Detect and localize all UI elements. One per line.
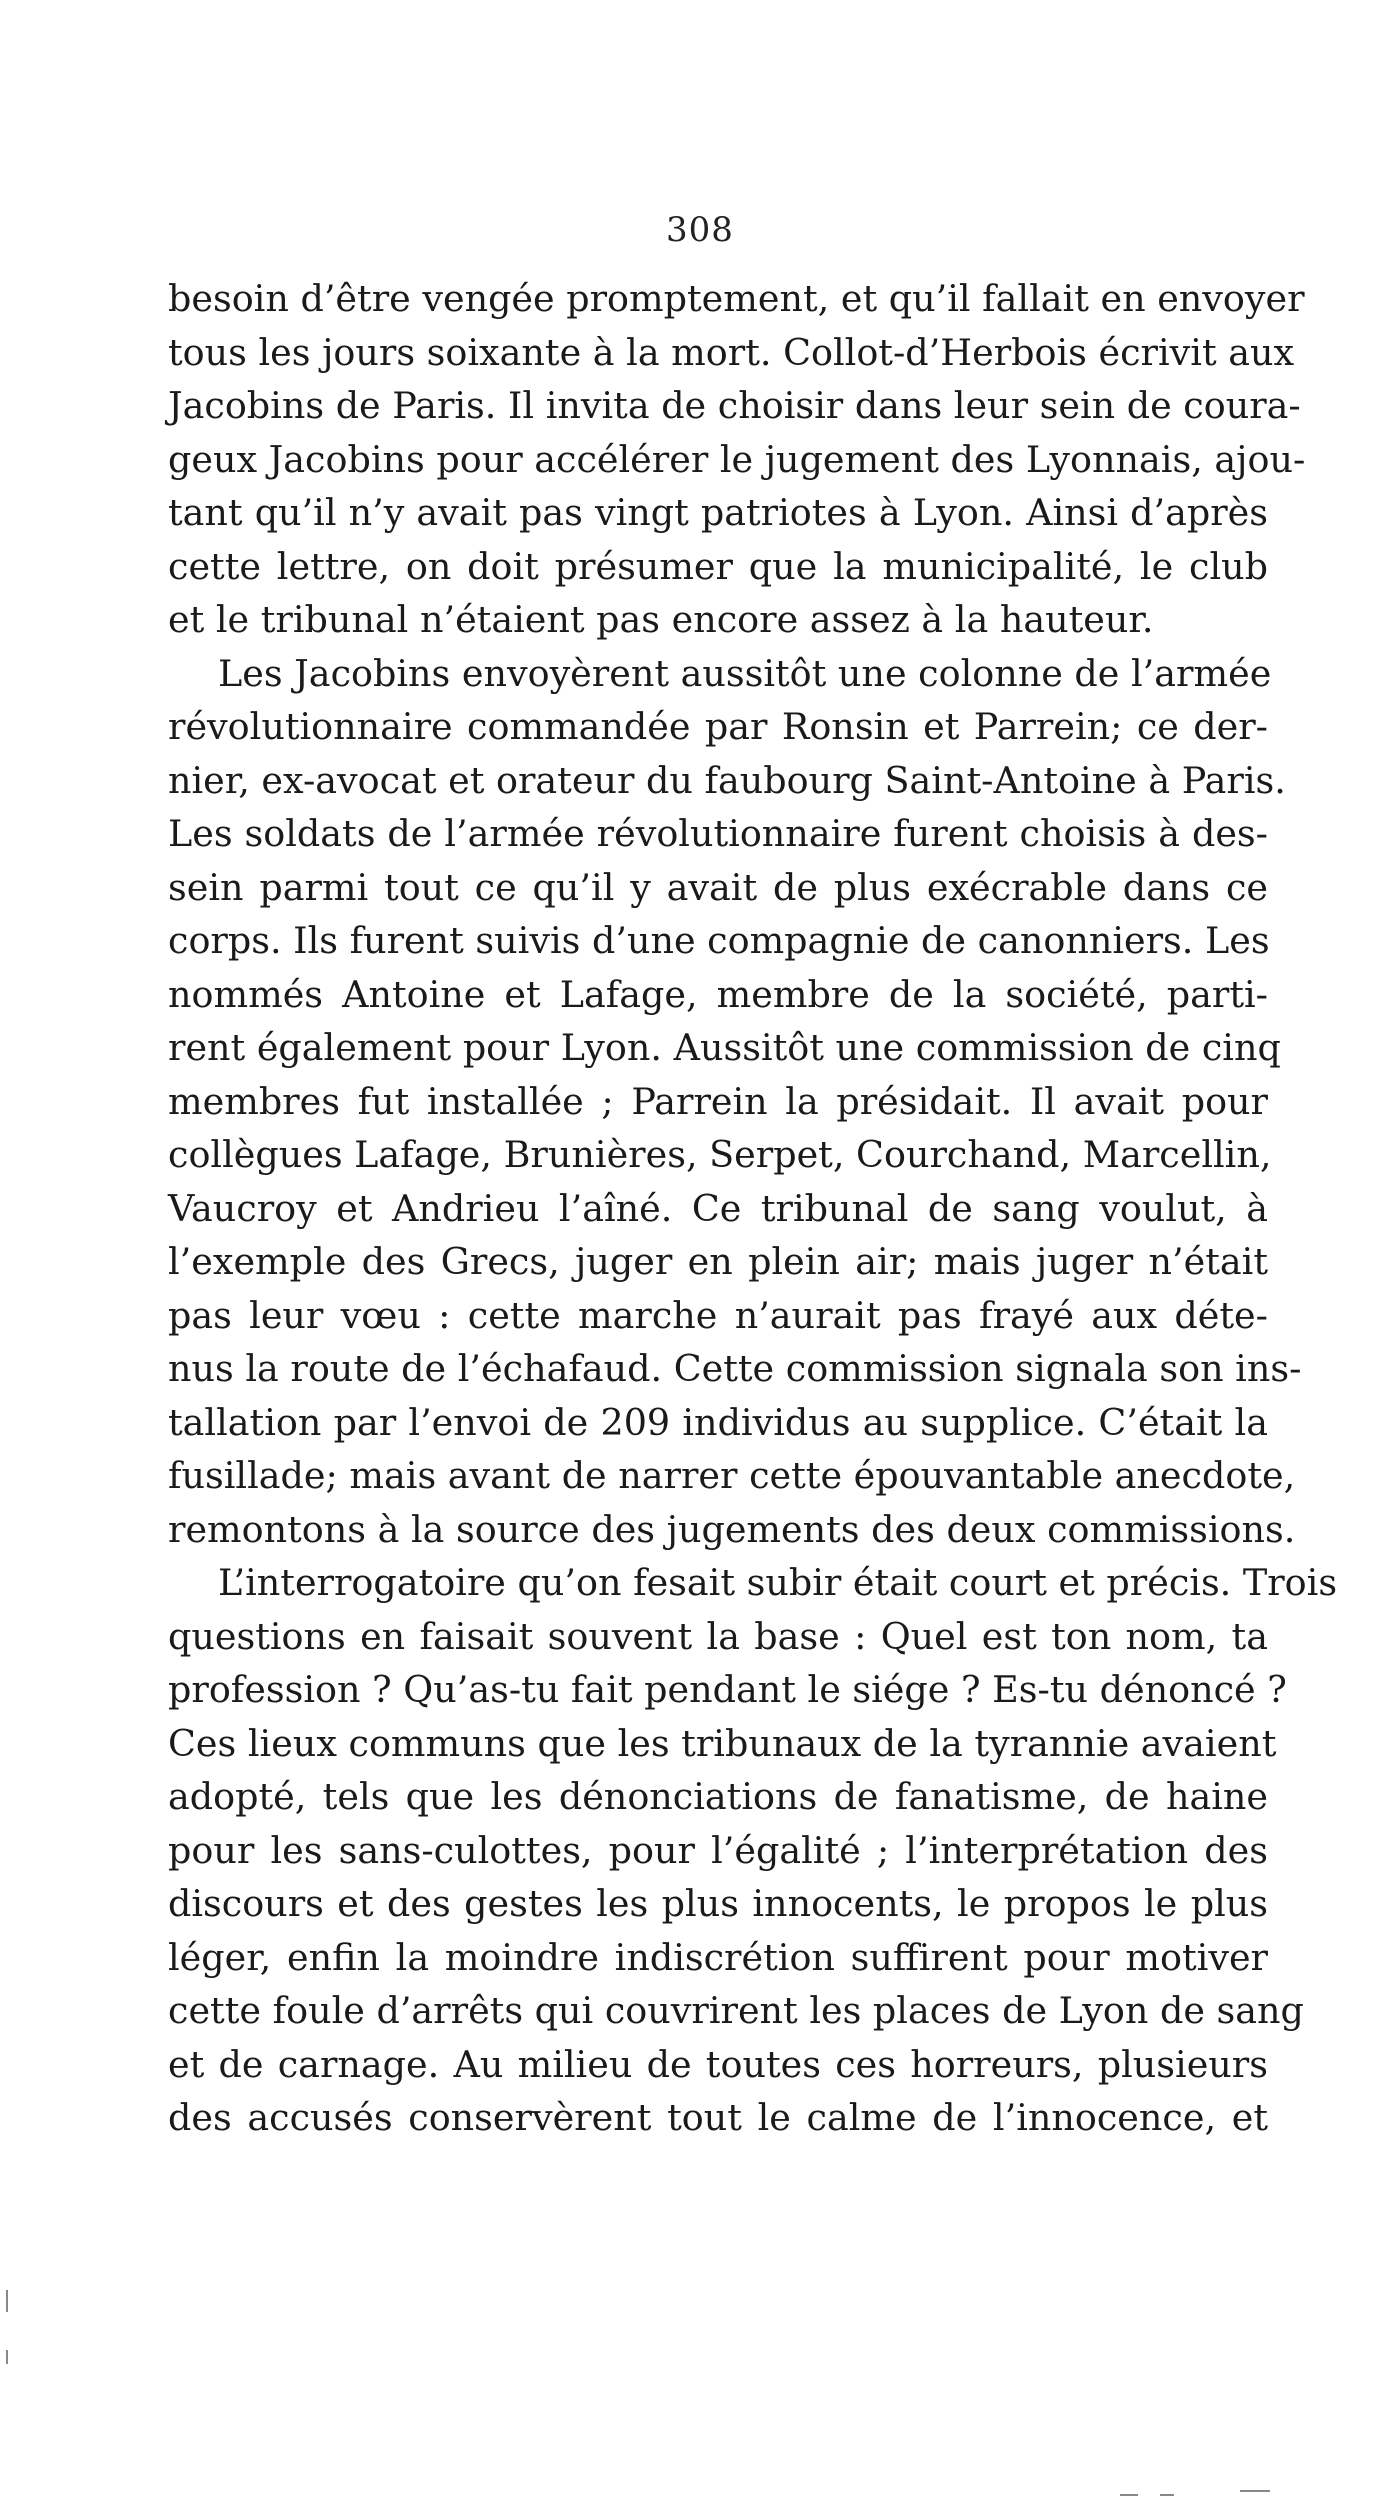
text-line: pour les sans-culottes, pour l’égalité ; l’interprétation des [168, 1828, 1268, 1872]
text-line: discours et des gestes les plus innocents, le propos le plus [168, 1882, 1268, 1925]
text-line: questions en faisait souvent la base : Quel est ton nom, ta [168, 1614, 1268, 1658]
text-line: Vaucroy et Andrieu l’aîné. Ce tribunal de sang voulut, à [168, 1186, 1268, 1230]
text-line: pas leur vœu : cette marche n’aurait pas frayé aux déte- [168, 1293, 1268, 1337]
text-line: et le tribunal n’étaient pas encore assez à la hauteur. [168, 598, 1154, 641]
scan-mark [6, 2290, 8, 2312]
text-line: adopté, tels que les dénonciations de fanatisme, de haine [168, 1775, 1268, 1818]
paragraph [168, 647, 1302, 1557]
text-line: geux Jacobins pour accélérer le jugement des Lyonnais, ajou- [168, 437, 1306, 481]
text-line: tant qu’il n’y avait pas vingt patriotes à Lyon. Ainsi d’après [168, 491, 1268, 534]
text-line: cette lettre, on doit présumer que la municipalité, le club [168, 544, 1268, 588]
text-line: tous les jours soixante à la mort. Collot-d’Herbois écrivit aux [168, 330, 1295, 374]
text-line: L’interrogatoire qu’on fesait subir était court et précis. Trois [218, 1561, 1338, 1604]
text-line: nier, ex-avocat et orateur du faubourg Saint-Antoine à Paris. [168, 758, 1286, 802]
text-line: remontons à la source des jugements des deux commissions. [168, 1507, 1296, 1551]
text-line: des accusés conservèrent tout le calme de l’innocence, et [168, 2096, 1268, 2139]
scan-mark [6, 2350, 8, 2364]
scan-mark [1120, 2494, 1138, 2496]
text-line: besoin d’être vengée promptement, et qu’il fallait en envoyer [168, 277, 1305, 320]
text-line: et de carnage. Au milieu de toutes ces horreurs, plusieurs [168, 2042, 1268, 2086]
text-line: corps. Ils furent suivis d’une compagnie de canonniers. Les [168, 919, 1270, 962]
text-line: cette foule d’arrêts qui couvrirent les places de Lyon de sang [168, 1989, 1304, 2032]
paragraph [168, 272, 1306, 647]
text-line: l’exemple des Grecs, juger en plein air; mais juger n’était [168, 1240, 1268, 1283]
text-line: sein parmi tout ce qu’il y avait de plus exécrable dans ce [168, 865, 1268, 909]
text-line: Ces lieux communs que les tribunaux de la tyrannie avaient [168, 1721, 1277, 1765]
text-line: léger, enfin la moindre indiscrétion suffirent pour motiver [168, 1935, 1268, 1979]
text-line: Les soldats de l’armée révolutionnaire furent choisis à des- [168, 812, 1268, 855]
page-number: 308 [666, 210, 734, 250]
text-line: rent également pour Lyon. Aussitôt une commission de cinq [168, 1026, 1281, 1069]
body-text [168, 272, 1338, 2145]
text-line: révolutionnaire commandée par Ronsin et Parrein; ce der- [168, 705, 1268, 748]
text-line: Jacobins de Paris. Il invita de choisir dans leur sein de coura- [168, 384, 1301, 427]
text-line: collègues Lafage, Brunières, Serpet, Courchand, Marcellin, [168, 1133, 1272, 1176]
text-line: membres fut installée ; Parrein la présidait. Il avait pour [168, 1079, 1268, 1123]
text-line: nus la route de l’échafaud. Cette commission signala son ins- [168, 1347, 1302, 1390]
text-line: Les Jacobins envoyèrent aussitôt une colonne de l’armée [218, 651, 1272, 695]
text-line: profession ? Qu’as-tu fait pendant le siége ? Es-tu dénoncé ? [168, 1668, 1287, 1711]
scan-mark [1160, 2494, 1174, 2496]
text-line: tallation par l’envoi de 209 individus au supplice. C’était la [168, 1400, 1268, 1444]
text-line: fusillade; mais avant de narrer cette épouvantable anecdote, [168, 1454, 1296, 1497]
paragraph [168, 1556, 1338, 2145]
text-line: nommés Antoine et Lafage, membre de la société, parti- [168, 972, 1268, 1016]
scan-mark [1240, 2490, 1270, 2492]
